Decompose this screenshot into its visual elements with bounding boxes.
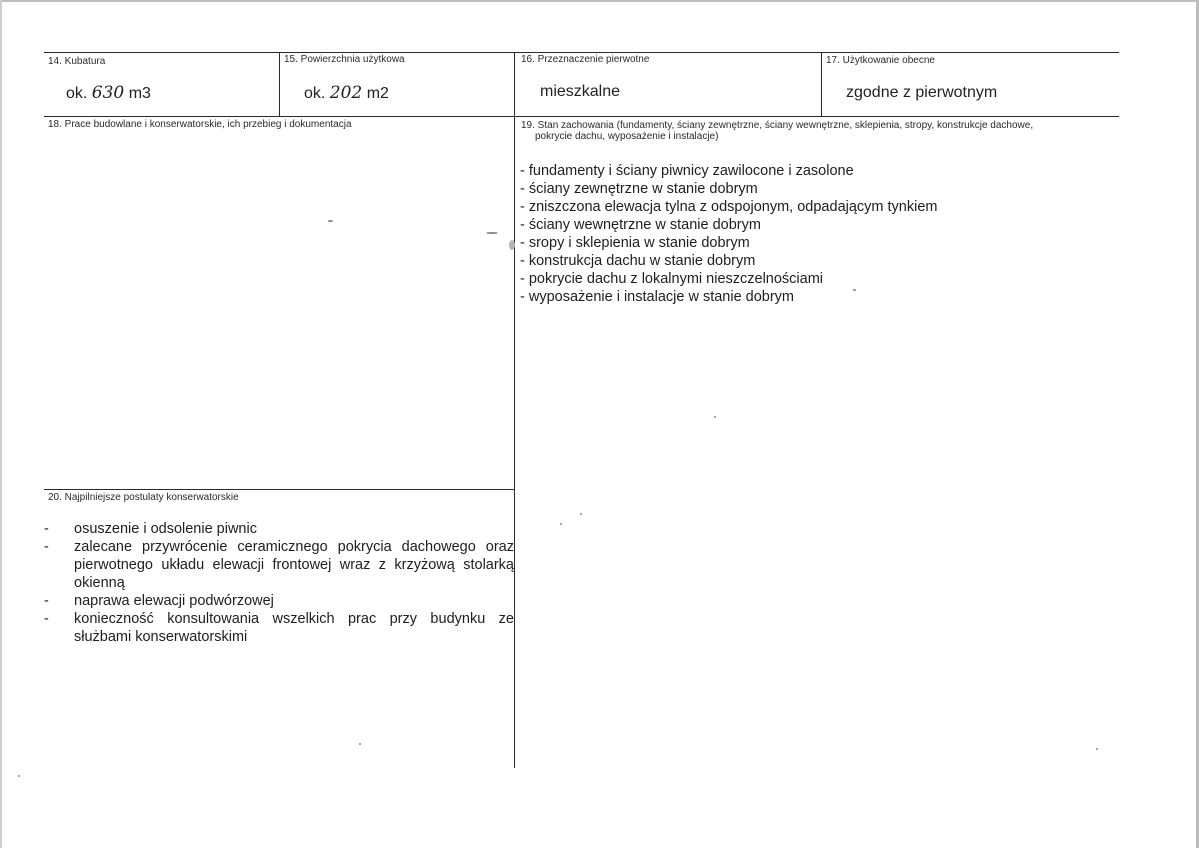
postulat-item	[44, 592, 514, 610]
scan-speck	[509, 240, 515, 250]
row-divider-2	[44, 489, 514, 490]
postulat-text: zalecane przywrócenie ceramicznego pokrycia dachowego oraz pierwotnego układu elewacji frontowej wraz z krzyżową stolarką okienną	[74, 539, 514, 591]
powierzchnia-label: 15. Powierzchnia użytkowa	[284, 54, 405, 65]
scan-speck	[328, 220, 333, 222]
stan-item: - ściany wewnętrzne w stanie dobrym	[520, 217, 761, 233]
kubatura-prefix: ok.	[66, 85, 88, 102]
col-divider-3	[821, 52, 822, 116]
powierzchnia-handwritten-number: 202	[329, 83, 363, 103]
scan-speck	[580, 513, 582, 515]
prace-label: 18. Prace budowlane i konserwatorskie, ich przebieg i dokumentacja	[48, 119, 352, 130]
scan-speck	[714, 416, 716, 418]
powierzchnia-value	[304, 83, 389, 103]
postulat-dash: -	[44, 593, 49, 609]
powierzchnia-prefix: ok.	[304, 85, 326, 102]
stan-item: - fundamenty i ściany piwnicy zawilocone i zasolone	[520, 163, 854, 179]
stan-label	[521, 120, 1116, 142]
kubatura-label: 14. Kubatura	[48, 56, 106, 67]
stan-label-line-2: pokrycie dachu, wyposażenie i instalacje)	[535, 131, 719, 142]
stan-item: - konstrukcja dachu w stanie dobrym	[520, 253, 756, 269]
przeznaczenie-value: mieszkalne	[540, 83, 621, 100]
postulat-item	[44, 610, 514, 646]
col-divider-1	[279, 52, 280, 116]
postulaty-list	[44, 520, 514, 646]
postulaty-label: 20. Najpilniejsze postulaty konserwatorskie	[48, 492, 239, 503]
table-top-rule	[44, 52, 1119, 53]
scan-speck	[18, 775, 20, 777]
postulat-dash: -	[44, 521, 49, 537]
scan-edge-left	[0, 0, 2, 848]
stan-label-line-1: 19. Stan zachowania (fundamenty, ściany zewnętrzne, ściany wewnętrzne, sklepienia, stropy, konstrukcje dachowe,	[521, 120, 1034, 131]
postulat-item	[44, 538, 514, 592]
powierzchnia-unit: m2	[366, 85, 389, 102]
postulat-dash: -	[44, 611, 49, 627]
kubatura-unit: m3	[128, 85, 151, 102]
uzytkowanie-label: 17. Użytkowanie obecne	[826, 55, 935, 66]
stan-list	[520, 162, 1120, 306]
postulat-dash: -	[44, 539, 49, 555]
postulat-text: osuszenie i odsolenie piwnic	[74, 521, 257, 537]
stan-item: - wyposażenie i instalacje w stanie dobrym	[520, 289, 795, 305]
scan-speck	[359, 743, 361, 745]
stan-item: - ściany zewnętrzne w stanie dobrym	[520, 181, 758, 197]
scan-speck	[1096, 748, 1098, 750]
scan-edge-top	[0, 0, 1199, 2]
przeznaczenie-label: 16. Przeznaczenie pierwotne	[521, 54, 650, 65]
scan-speck	[560, 523, 562, 525]
stan-item: - pokrycie dachu z lokalnymi nieszczelnościami	[520, 271, 824, 287]
postulat-text: konieczność konsultowania wszelkich prac przy budynku ze służbami konserwatorskimi	[74, 611, 514, 645]
row-divider-1	[44, 116, 1119, 117]
kubatura-value	[66, 83, 151, 103]
postulat-item	[44, 520, 514, 538]
stan-item: - zniszczona elewacja tylna z odspojonym, odpadającym tynkiem	[520, 199, 938, 215]
postulat-text: naprawa elewacji podwórzowej	[74, 593, 274, 609]
scan-speck	[486, 232, 498, 234]
stan-item: - sropy i sklepienia w stanie dobrym	[520, 235, 750, 251]
scan-speck	[853, 289, 856, 291]
kubatura-handwritten-number: 630	[91, 83, 125, 103]
uzytkowanie-value: zgodne z pierwotnym	[846, 84, 998, 101]
col-divider-middle	[514, 52, 515, 768]
